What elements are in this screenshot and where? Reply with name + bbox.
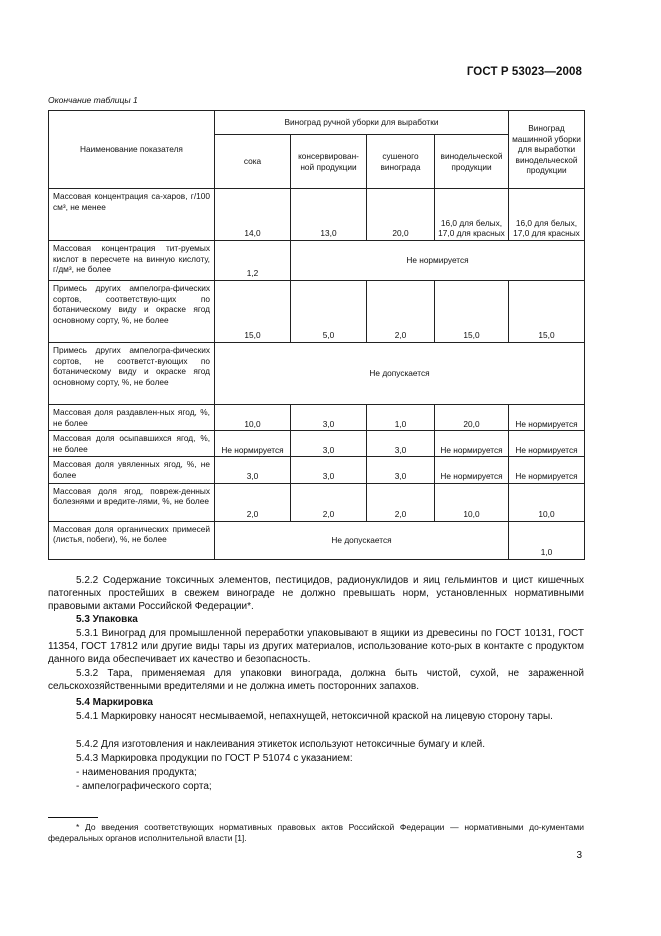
paragraph-5-2-2: 5.2.2 Содержание токсичных элементов, пестицидов, радионуклидов и яиц гельминтов и цист кишечных патогенных простейших в свежем винограде не должно превышать норм, установленных нормативными правовыми актами Российской Федерации*. <box>48 575 584 612</box>
value-cell: Не нормируется <box>435 457 509 483</box>
paragraph-5-3-1: 5.3.1 Виноград для промышленной переработки упаковывают в ящики из древесины по ГОСТ 10131, ГОСТ 11354, ГОСТ 17812 или другие виды тары из других материалов, использование кото-рых в контакте с продуктом данного вида обеспечивает их качество и безопасность. <box>48 628 584 665</box>
value-cell: 2,0 <box>367 281 435 343</box>
table-row <box>49 241 585 281</box>
value-cell: 15,0 <box>215 281 291 343</box>
value-cell: 1,0 <box>509 521 585 559</box>
paragraph-5-4-1: 5.4.1 Маркировку наносят несмываемой, непахнущей, нетоксичной краской на лицевую сторону тары. <box>76 711 553 722</box>
indicator-name: Примесь других ампелогра-фических сортов, соответствую-щих по ботаническому виду и окраске ягод основному сорту, %, не более <box>49 281 215 343</box>
page-number: 3 <box>576 850 582 861</box>
subheader-wine: винодельческой продукции <box>435 135 509 189</box>
value-cell: 3,0 <box>291 405 367 431</box>
value-cell: 16,0 для белых, 17,0 для красных <box>435 189 509 241</box>
quality-table <box>48 110 585 560</box>
header-machine: Виноград машинной уборки для выработки винодельческой продукции <box>509 111 585 189</box>
indicator-name: Массовая доля увяленных ягод, %, не более <box>49 457 215 483</box>
table-row <box>49 189 585 241</box>
table-row <box>49 281 585 343</box>
value-cell: 1,0 <box>367 405 435 431</box>
indicator-name: Массовая доля органических примесей (листья, побеги), %, не более <box>49 521 215 559</box>
table-row <box>49 457 585 483</box>
value-cell: 3,0 <box>291 431 367 457</box>
value-cell: 3,0 <box>367 457 435 483</box>
indicator-name: Массовая доля ягод, повреж-денных болезнями и вредите-лями, %, не более <box>49 483 215 521</box>
value-cell: Не нормируется <box>509 431 585 457</box>
value-cell: Не нормируется <box>435 431 509 457</box>
header-indicator: Наименование показателя <box>49 111 215 189</box>
table-row <box>49 343 585 405</box>
value-cell: 2,0 <box>367 483 435 521</box>
indicator-name: Массовая концентрация тит-руемых кислот в пересчете на винную кислоту, г/дм³, не более <box>49 241 215 281</box>
indicator-name: Массовая концентрация са-харов, г/100 см³, не менее <box>49 189 215 241</box>
value-cell: 16,0 для белых, 17,0 для красных <box>509 189 585 241</box>
paragraph-5-3-2: 5.3.2 Тара, применяемая для упаковки винограда, должна быть чистой, сухой, не зараженной сельскохозяйственными вредителями и не должна иметь посторонних запахов. <box>48 668 584 692</box>
table-row <box>49 483 585 521</box>
paragraph-5-4-2: 5.4.2 Для изготовления и наклеивания этикеток используют нетоксичные бумагу и клей. <box>76 739 485 750</box>
footnote: * До введения соответствующих нормативных правовых актов Российской Федерации — нормативными до-кументами федеральных органов исполнительной власти [1]. <box>48 822 584 844</box>
heading-5-3: 5.3 Упаковка <box>76 614 138 625</box>
value-cell: Не нормируется <box>509 457 585 483</box>
value-cell: 10,0 <box>435 483 509 521</box>
table-caption: Окончание таблицы 1 <box>48 95 138 105</box>
subheader-canned: консервирован-ной продукции <box>291 135 367 189</box>
list-item: - ампелографического сорта; <box>76 781 212 792</box>
value-cell: 10,0 <box>215 405 291 431</box>
indicator-name: Массовая доля осыпавшихся ягод, %, не более <box>49 431 215 457</box>
value-cell: 3,0 <box>291 457 367 483</box>
table-row <box>49 521 585 559</box>
table-row <box>49 431 585 457</box>
value-cell: 15,0 <box>509 281 585 343</box>
paragraph-5-4-3: 5.4.3 Маркировка продукции по ГОСТ Р 51074 с указанием: <box>76 753 353 764</box>
indicator-name: Примесь других ампелогра-фических сортов, не соответст-вующих по ботаническому виду и окраске ягод основному сорту, %, не более <box>49 343 215 405</box>
value-cell: 13,0 <box>291 189 367 241</box>
value-cell: 1,2 <box>215 241 291 281</box>
value-cell: Не нормируется <box>509 405 585 431</box>
value-cell: 3,0 <box>367 431 435 457</box>
indicator-name: Массовая доля раздавлен-ных ягод, %, не более <box>49 405 215 431</box>
footnote-divider <box>48 817 98 818</box>
subheader-dried: сушеного винограда <box>367 135 435 189</box>
subheader-juice: сока <box>215 135 291 189</box>
value-cell: 15,0 <box>435 281 509 343</box>
header-manual-group: Виноград ручной уборки для выработки <box>215 111 509 135</box>
value-cell: 20,0 <box>367 189 435 241</box>
value-cell: 3,0 <box>215 457 291 483</box>
value-cell: 10,0 <box>509 483 585 521</box>
value-cell: 5,0 <box>291 281 367 343</box>
document-header: ГОСТ Р 53023—2008 <box>466 66 582 78</box>
value-cell: 20,0 <box>435 405 509 431</box>
table-row <box>49 405 585 431</box>
list-item: - наименования продукта; <box>76 767 197 778</box>
value-cell: 14,0 <box>215 189 291 241</box>
value-cell: 2,0 <box>215 483 291 521</box>
heading-5-4: 5.4 Маркировка <box>76 697 153 708</box>
value-cell: 2,0 <box>291 483 367 521</box>
merged-value-cell: Не нормируется <box>291 241 585 281</box>
merged-value-cell: Не допускается <box>215 343 585 405</box>
value-cell: Не нормируется <box>215 431 291 457</box>
merged-value-cell: Не допускается <box>215 521 509 559</box>
